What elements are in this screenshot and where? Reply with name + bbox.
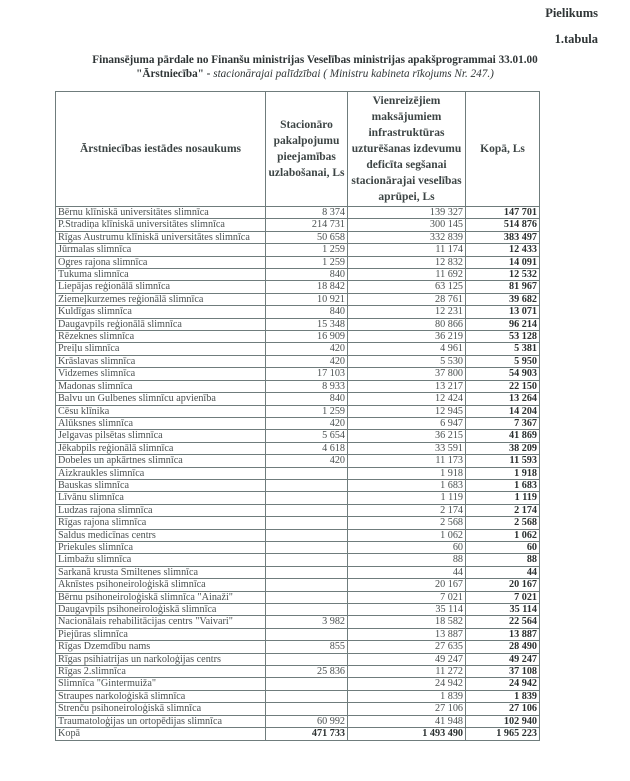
row-total: 49 247	[466, 653, 540, 665]
table-row	[56, 554, 540, 566]
availability-amount: 10 921	[266, 293, 348, 305]
row-total: 20 167	[466, 579, 540, 591]
table-label: 1.tabula	[554, 32, 598, 46]
institution-name: Liepājas reģionālā slimnīca	[56, 281, 266, 293]
table-row	[56, 244, 540, 256]
availability-amount: 840	[266, 269, 348, 281]
one-time-payment-amount: 12 424	[348, 393, 466, 405]
institution-name: Daugavpils psihoneiroloģiskā slimnīca	[56, 604, 266, 616]
table-row	[56, 318, 540, 330]
table-header-row	[56, 92, 540, 207]
one-time-payment-amount: 35 114	[348, 604, 466, 616]
one-time-payment-amount: 1 062	[348, 529, 466, 541]
one-time-payment-amount: 28 761	[348, 293, 466, 305]
one-time-payment-amount: 11 692	[348, 269, 466, 281]
one-time-payment-amount: 11 173	[348, 455, 466, 467]
availability-amount: 1 259	[266, 405, 348, 417]
table-row	[56, 566, 540, 578]
institution-name: Saldus medicīnas centrs	[56, 529, 266, 541]
column-header-one-time-payments: Vienreizējiem maksājumiem infrastruktūras uzturēšanas izdevumu deficīta segšanai stacionārajai veselības aprūpei, Ls	[348, 92, 466, 207]
row-total: 37 108	[466, 666, 540, 678]
table-row	[56, 517, 540, 529]
column-header-institution: Ārstniecības iestādes nosaukums	[56, 92, 266, 207]
institution-name: Madonas slimnīca	[56, 380, 266, 392]
total-availability: 471 733	[266, 728, 348, 741]
row-total: 44	[466, 566, 540, 578]
total-row	[56, 728, 540, 741]
column-header-total: Kopā, Ls	[466, 92, 540, 207]
institution-name: Rīgas Austrumu klīniskā universitātes slimnīca	[56, 231, 266, 243]
institution-name: Bērnu psihoneiroloģiskā slimnīca "Ainaži"	[56, 591, 266, 603]
row-total: 96 214	[466, 318, 540, 330]
table-row	[56, 219, 540, 231]
one-time-payment-amount: 33 591	[348, 442, 466, 454]
table-row	[56, 715, 540, 727]
institution-name: Piejūras slimnīca	[56, 628, 266, 640]
one-time-payment-amount: 300 145	[348, 219, 466, 231]
availability-amount: 25 836	[266, 666, 348, 678]
subtitle-program: "Ārstniecība" -	[136, 68, 211, 80]
one-time-payment-amount: 2 568	[348, 517, 466, 529]
row-total: 1 839	[466, 690, 540, 702]
availability-amount	[266, 678, 348, 690]
row-total: 7 021	[466, 591, 540, 603]
institution-name: Rēzeknes slimnīca	[56, 331, 266, 343]
institution-name: Aknīstes psihoneiroloģiskā slimnīca	[56, 579, 266, 591]
one-time-payment-amount: 36 219	[348, 331, 466, 343]
row-total: 514 876	[466, 219, 540, 231]
one-time-payment-amount: 12 231	[348, 306, 466, 318]
institution-name: Tukuma slimnīca	[56, 269, 266, 281]
availability-amount	[266, 566, 348, 578]
table-row	[56, 467, 540, 479]
one-time-payment-amount: 27 106	[348, 703, 466, 715]
row-total: 1 683	[466, 479, 540, 491]
table-row	[56, 579, 540, 591]
institution-name: P.Stradiņa klīniskā universitātes slimnīca	[56, 219, 266, 231]
table-row	[56, 331, 540, 343]
availability-amount: 1 259	[266, 244, 348, 256]
column-header-availability: Stacionāro pakalpojumu pieejamības uzlabošanai, Ls	[266, 92, 348, 207]
table-row	[56, 207, 540, 219]
institution-name: Dobeles un apkārtnes slimnīca	[56, 455, 266, 467]
row-total: 39 682	[466, 293, 540, 305]
row-total: 147 701	[466, 207, 540, 219]
one-time-payment-amount: 37 800	[348, 368, 466, 380]
one-time-payment-amount: 332 839	[348, 231, 466, 243]
availability-amount: 420	[266, 355, 348, 367]
availability-amount	[266, 604, 348, 616]
row-total: 12 433	[466, 244, 540, 256]
document-subtitle	[0, 67, 630, 81]
availability-amount: 60 992	[266, 715, 348, 727]
table-row	[56, 653, 540, 665]
one-time-payment-amount: 13 217	[348, 380, 466, 392]
availability-amount: 3 982	[266, 616, 348, 628]
availability-amount	[266, 579, 348, 591]
table-row	[56, 604, 540, 616]
table-row	[56, 417, 540, 429]
table-row	[56, 529, 540, 541]
availability-amount: 840	[266, 306, 348, 318]
table-row	[56, 666, 540, 678]
one-time-payment-amount: 1 839	[348, 690, 466, 702]
table-body	[56, 207, 540, 728]
row-total: 12 532	[466, 269, 540, 281]
institution-name: Ludzas rajona slimnīca	[56, 504, 266, 516]
row-total: 28 490	[466, 641, 540, 653]
availability-amount: 15 348	[266, 318, 348, 330]
table-row	[56, 343, 540, 355]
table-row	[56, 380, 540, 392]
availability-amount: 420	[266, 417, 348, 429]
table-row	[56, 405, 540, 417]
table-row	[56, 591, 540, 603]
row-total: 2 174	[466, 504, 540, 516]
total-label: Kopā	[56, 728, 266, 741]
one-time-payment-amount: 1 683	[348, 479, 466, 491]
funding-table	[55, 91, 540, 741]
row-total: 11 593	[466, 455, 540, 467]
one-time-payment-amount: 2 174	[348, 504, 466, 516]
row-total: 13 071	[466, 306, 540, 318]
availability-amount: 17 103	[266, 368, 348, 380]
institution-name: Sarkanā krusta Smiltenes slimnīca	[56, 566, 266, 578]
table-row	[56, 504, 540, 516]
table-row	[56, 628, 540, 640]
one-time-payment-amount: 12 832	[348, 256, 466, 268]
institution-name: Daugavpils reģionālā slimnīca	[56, 318, 266, 330]
one-time-payment-amount: 88	[348, 554, 466, 566]
grand-total: 1 965 223	[466, 728, 540, 741]
one-time-payment-amount: 44	[348, 566, 466, 578]
availability-amount: 840	[266, 393, 348, 405]
institution-name: Traumatoloģijas un ortopēdijas slimnīca	[56, 715, 266, 727]
institution-name: Strenču psihoneiroloģiskā slimnīca	[56, 703, 266, 715]
table-row	[56, 256, 540, 268]
one-time-payment-amount: 49 247	[348, 653, 466, 665]
institution-name: Bērnu klīniskā universitātes slimnīca	[56, 207, 266, 219]
institution-name: Jelgavas pilsētas slimnīca	[56, 430, 266, 442]
one-time-payment-amount: 36 215	[348, 430, 466, 442]
one-time-payment-amount: 7 021	[348, 591, 466, 603]
document-title: Finansējuma pārdale no Finanšu ministrijas Veselības ministrijas apakšprogrammai 33.01.00	[92, 54, 538, 66]
row-total: 2 568	[466, 517, 540, 529]
institution-name: Balvu un Gulbenes slimnīcu apvienība	[56, 393, 266, 405]
table-row	[56, 541, 540, 553]
row-total: 35 114	[466, 604, 540, 616]
availability-amount	[266, 628, 348, 640]
row-total: 13 887	[466, 628, 540, 640]
table-row	[56, 492, 540, 504]
row-total: 5 381	[466, 343, 540, 355]
row-total: 5 950	[466, 355, 540, 367]
one-time-payment-amount: 80 866	[348, 318, 466, 330]
table-row	[56, 281, 540, 293]
one-time-payment-amount: 60	[348, 541, 466, 553]
row-total: 1 918	[466, 467, 540, 479]
row-total: 7 367	[466, 417, 540, 429]
institution-name: Krāslavas slimnīca	[56, 355, 266, 367]
availability-amount: 855	[266, 641, 348, 653]
one-time-payment-amount: 12 945	[348, 405, 466, 417]
availability-amount: 420	[266, 455, 348, 467]
availability-amount	[266, 703, 348, 715]
table-row	[56, 616, 540, 628]
institution-name: Rīgas Dzemdību nams	[56, 641, 266, 653]
row-total: 81 967	[466, 281, 540, 293]
one-time-payment-amount: 13 887	[348, 628, 466, 640]
availability-amount: 214 731	[266, 219, 348, 231]
one-time-payment-amount: 41 948	[348, 715, 466, 727]
availability-amount: 4 618	[266, 442, 348, 454]
table-row	[56, 355, 540, 367]
one-time-payment-amount: 24 942	[348, 678, 466, 690]
one-time-payment-amount: 139 327	[348, 207, 466, 219]
institution-name: Rīgas 2.slimnīca	[56, 666, 266, 678]
table-row	[56, 293, 540, 305]
availability-amount	[266, 541, 348, 553]
table-row	[56, 678, 540, 690]
institution-name: Straupes narkoloģiskā slimnīca	[56, 690, 266, 702]
institution-name: Alūksnes slimnīca	[56, 417, 266, 429]
row-total: 102 940	[466, 715, 540, 727]
table-row	[56, 703, 540, 715]
availability-amount: 50 658	[266, 231, 348, 243]
institution-name: Līvānu slimnīca	[56, 492, 266, 504]
table-row	[56, 442, 540, 454]
one-time-payment-amount: 27 635	[348, 641, 466, 653]
row-total: 14 091	[466, 256, 540, 268]
institution-name: Kuldīgas slimnīca	[56, 306, 266, 318]
institution-name: Vidzemes slimnīca	[56, 368, 266, 380]
one-time-payment-amount: 6 947	[348, 417, 466, 429]
row-total: 41 869	[466, 430, 540, 442]
availability-amount	[266, 479, 348, 491]
availability-amount	[266, 690, 348, 702]
subtitle-description: stacionārajai palīdzībai ( Ministru kabineta rīkojums Nr. 247.)	[210, 68, 494, 80]
institution-name: Preiļu slimnīca	[56, 343, 266, 355]
row-total: 383 497	[466, 231, 540, 243]
row-total: 1 062	[466, 529, 540, 541]
institution-name: Priekules slimnīca	[56, 541, 266, 553]
availability-amount: 8 933	[266, 380, 348, 392]
one-time-payment-amount: 1 119	[348, 492, 466, 504]
availability-amount	[266, 554, 348, 566]
availability-amount	[266, 591, 348, 603]
row-total: 24 942	[466, 678, 540, 690]
availability-amount: 5 654	[266, 430, 348, 442]
institution-name: Limbažu slimnīca	[56, 554, 266, 566]
total-one-time-payments: 1 493 490	[348, 728, 466, 741]
availability-amount	[266, 653, 348, 665]
appendix-label: Pielikums	[545, 6, 598, 20]
institution-name: Cēsu klīnika	[56, 405, 266, 417]
availability-amount	[266, 504, 348, 516]
table-row	[56, 479, 540, 491]
row-total: 13 264	[466, 393, 540, 405]
institution-name: Jūrmalas slimnīca	[56, 244, 266, 256]
availability-amount: 16 909	[266, 331, 348, 343]
availability-amount	[266, 529, 348, 541]
table-row	[56, 231, 540, 243]
one-time-payment-amount: 1 918	[348, 467, 466, 479]
availability-amount: 8 374	[266, 207, 348, 219]
row-total: 38 209	[466, 442, 540, 454]
availability-amount: 1 259	[266, 256, 348, 268]
table-row	[56, 455, 540, 467]
institution-name: Jēkabpils reģionālā slimnīca	[56, 442, 266, 454]
one-time-payment-amount: 20 167	[348, 579, 466, 591]
institution-name: Bauskas slimnīca	[56, 479, 266, 491]
institution-name: Ziemeļkurzemes reģionālā slimnīca	[56, 293, 266, 305]
institution-name: Ogres rajona slimnīca	[56, 256, 266, 268]
row-total: 60	[466, 541, 540, 553]
one-time-payment-amount: 11 174	[348, 244, 466, 256]
table-row	[56, 430, 540, 442]
row-total: 1 119	[466, 492, 540, 504]
table-row	[56, 393, 540, 405]
row-total: 22 150	[466, 380, 540, 392]
table-row	[56, 269, 540, 281]
institution-name: Aizkraukles slimnīca	[56, 467, 266, 479]
one-time-payment-amount: 5 530	[348, 355, 466, 367]
availability-amount: 420	[266, 343, 348, 355]
row-total: 53 128	[466, 331, 540, 343]
one-time-payment-amount: 63 125	[348, 281, 466, 293]
row-total: 22 564	[466, 616, 540, 628]
one-time-payment-amount: 4 961	[348, 343, 466, 355]
one-time-payment-amount: 11 272	[348, 666, 466, 678]
one-time-payment-amount: 18 582	[348, 616, 466, 628]
availability-amount: 18 842	[266, 281, 348, 293]
row-total: 88	[466, 554, 540, 566]
availability-amount	[266, 467, 348, 479]
institution-name: Slimnīca "Gintermuiža"	[56, 678, 266, 690]
row-total: 54 903	[466, 368, 540, 380]
institution-name: Rīgas rajona slimnīca	[56, 517, 266, 529]
institution-name: Rīgas psihiatrijas un narkoloģijas centrs	[56, 653, 266, 665]
table-row	[56, 641, 540, 653]
table-row	[56, 690, 540, 702]
table-row	[56, 368, 540, 380]
institution-name: Nacionālais rehabilitācijas centrs "Vaivari"	[56, 616, 266, 628]
row-total: 14 204	[466, 405, 540, 417]
availability-amount	[266, 517, 348, 529]
row-total: 27 106	[466, 703, 540, 715]
availability-amount	[266, 492, 348, 504]
table-row	[56, 306, 540, 318]
